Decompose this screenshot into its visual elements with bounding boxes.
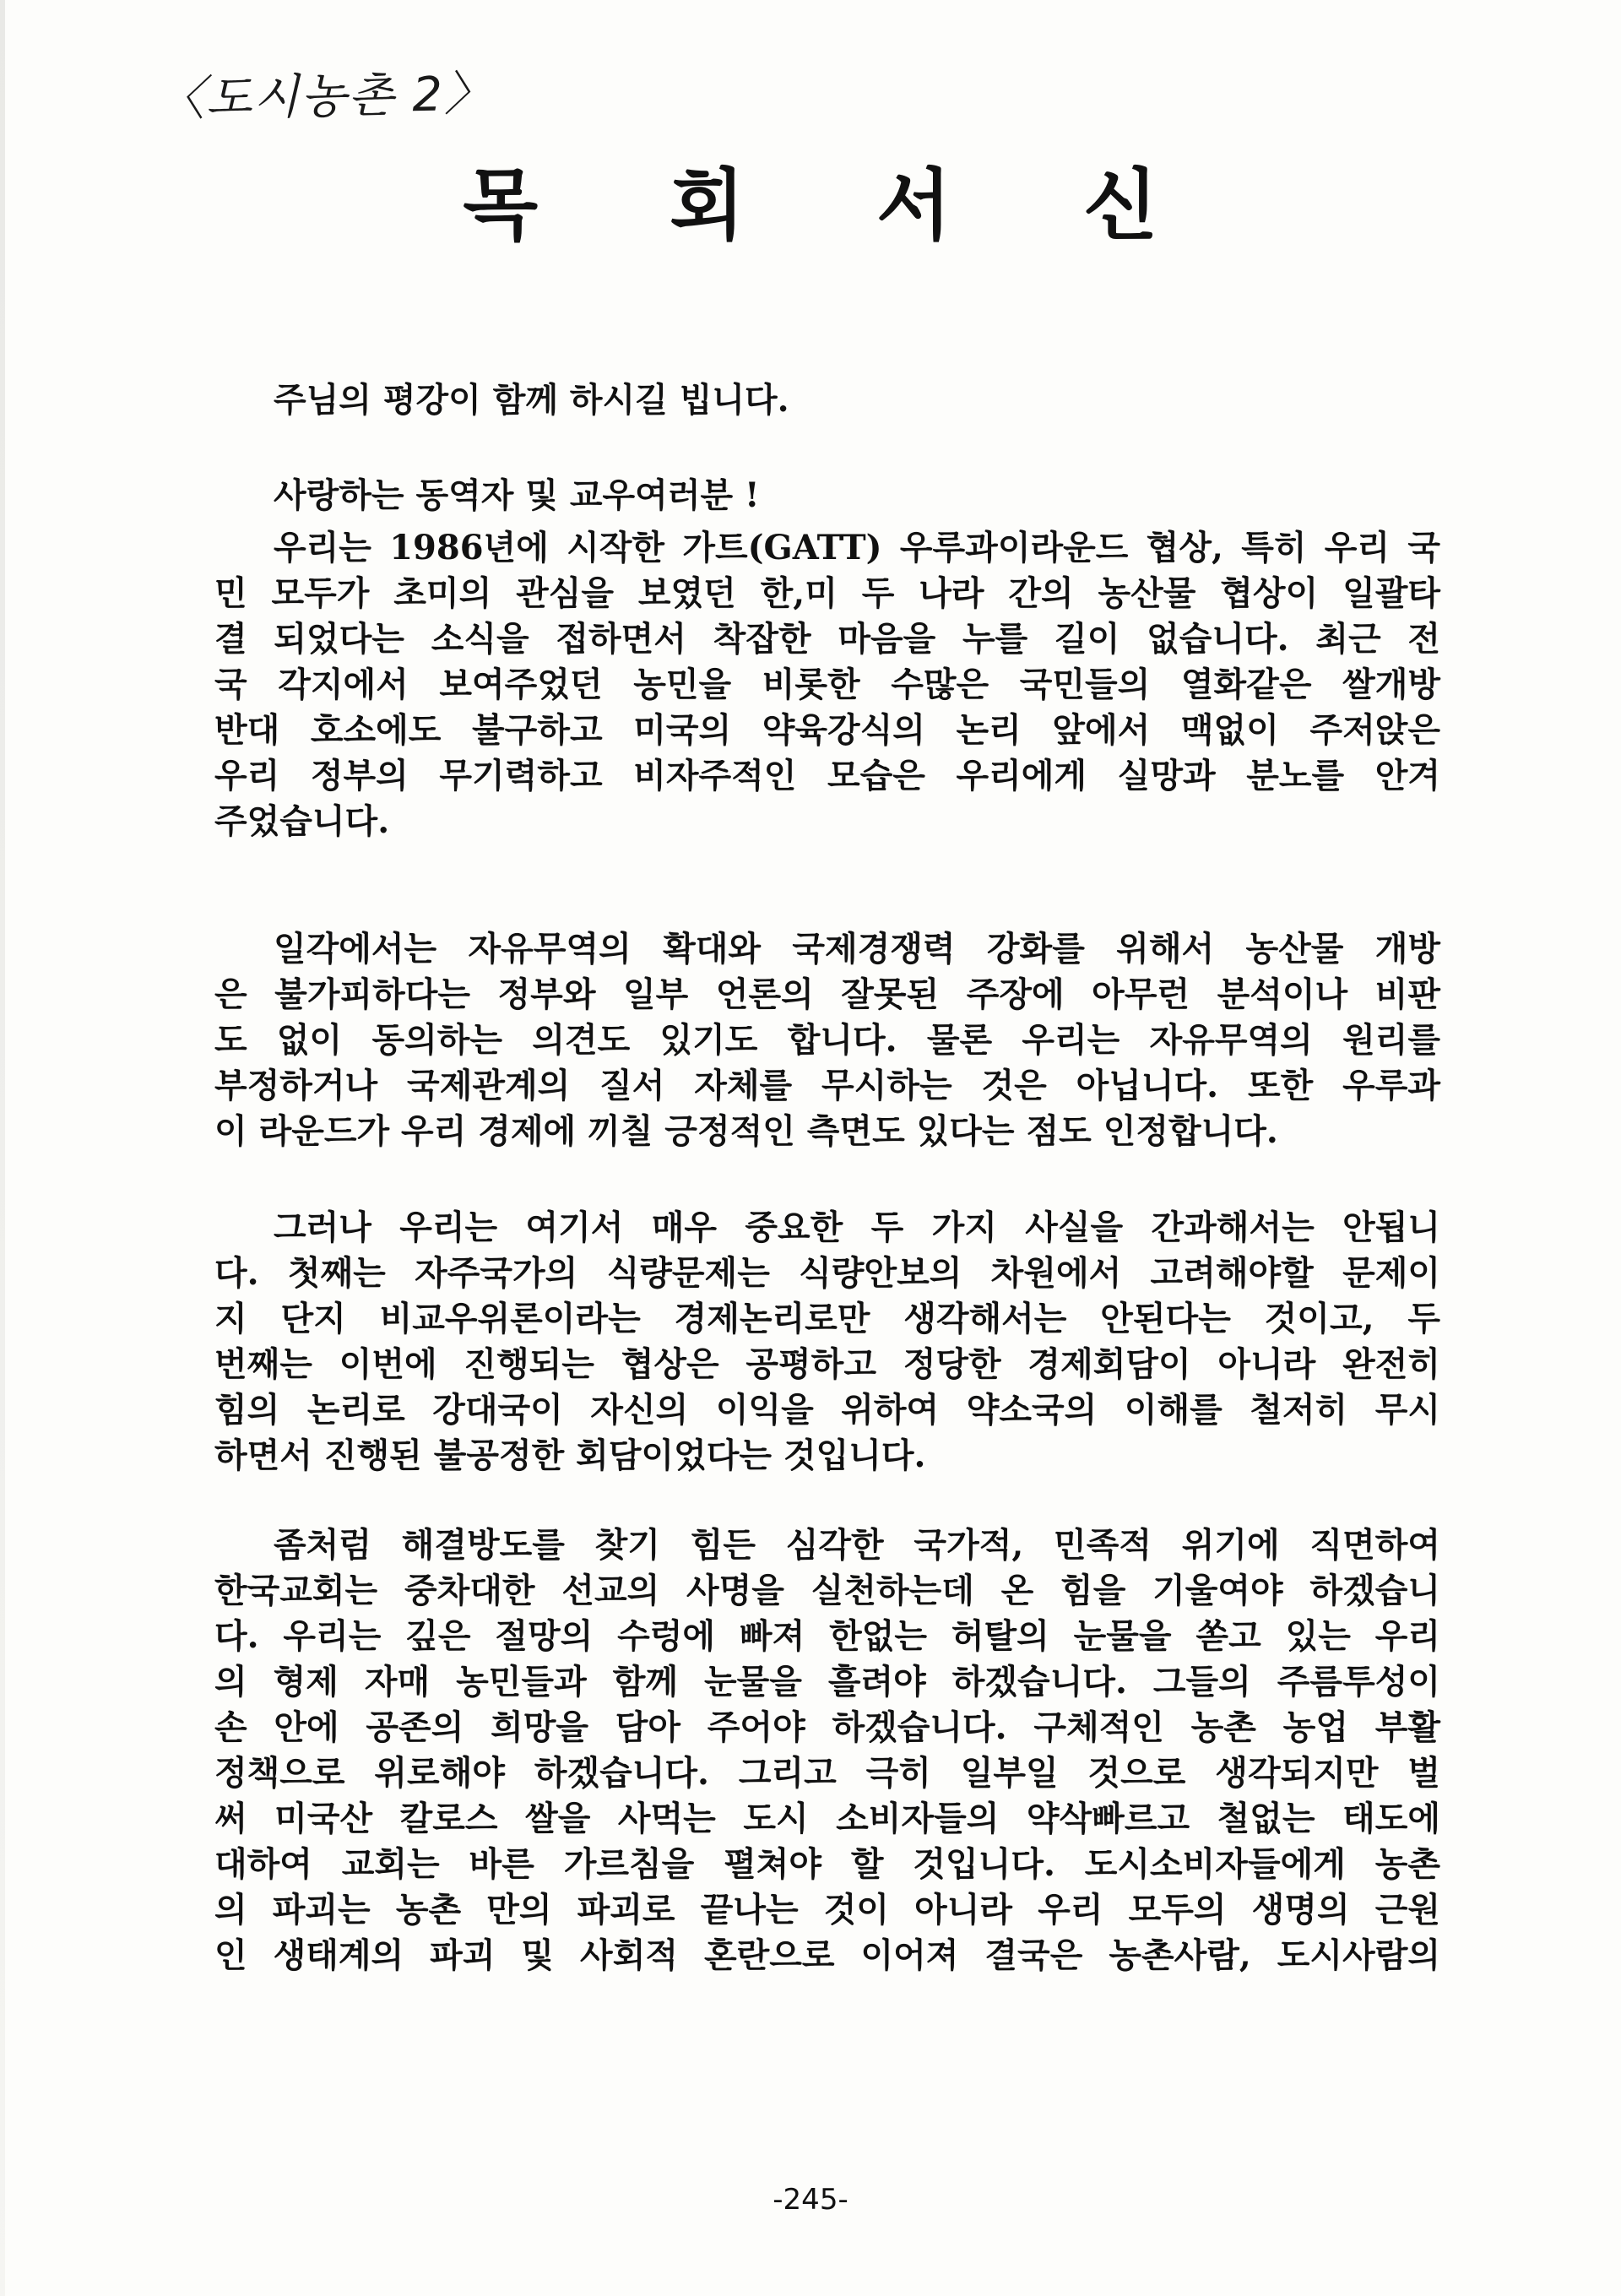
- text-line: 은 불가피하다는 정부와 일부 언론의 잘못된 주장에 아무런 분석이나 비판: [214, 974, 1440, 1014]
- text-line: 우리는 1986년에 시작한 가트(GATT) 우루과이라운드 협상, 특히 우리 국: [274, 528, 1440, 567]
- text-line: 의 형제 자매 농민들과 함께 눈물을 흘려야 하겠습니다. 그들의 주름투성이: [214, 1662, 1440, 1702]
- paragraph-3: [214, 1205, 1440, 1479]
- scan-edge-shadow: [0, 0, 5, 2296]
- greeting-line: 주님의 평강이 함께 하시길 빕니다.: [274, 380, 789, 420]
- text-line: 도 없이 동의하는 의견도 있기도 합니다. 물론 우리는 자유무역의 원리를: [214, 1020, 1440, 1060]
- text-line: 주었습니다.: [214, 801, 390, 841]
- text-line: 다. 우리는 깊은 절망의 수렁에 빠져 한없는 허탈의 눈물을 쏟고 있는 우리: [214, 1616, 1440, 1656]
- page-title: 목 회 서 신: [463, 160, 1211, 251]
- text-line: 정책으로 위로해야 하겠습니다. 그리고 극히 일부일 것으로 생각되지만 벌: [214, 1753, 1440, 1793]
- text-line: 우리 정부의 무기력하고 비자주적인 모습은 우리에게 실망과 분노를 안겨: [214, 756, 1440, 795]
- handwritten-annotation: 〈도시농촌 2〉: [156, 66, 494, 128]
- text-line: 인 생태계의 파괴 및 사회적 혼란으로 이어져 결국은 농촌사람, 도시사람의: [214, 1935, 1440, 1975]
- text-line: 부정하거나 국제관계의 질서 자체를 무시하는 것은 아닙니다. 또한 우루과: [214, 1066, 1440, 1105]
- text-line: 이 라운드가 우리 경제에 끼칠 긍정적인 측면도 있다는 점도 인정합니다.: [214, 1111, 1278, 1151]
- text-line: 좀처럼 해결방도를 찾기 힘든 심각한 국가적, 민족적 위기에 직면하여: [274, 1525, 1440, 1565]
- text-line: 일각에서는 자유무역의 확대와 국제경쟁력 강화를 위해서 농산물 개방: [274, 929, 1440, 969]
- paragraph-2: [214, 926, 1440, 1154]
- page-number: -245-: [773, 2183, 848, 2217]
- text-line: 대하여 교회는 바른 가르침을 펼쳐야 할 것입니다. 도시소비자들에게 농촌: [214, 1844, 1440, 1884]
- paragraph-4: [214, 1523, 1440, 1978]
- text-line: 번째는 이번에 진행되는 협상은 공평하고 정당한 경제회담이 아니라 완전히: [214, 1344, 1440, 1384]
- text-line: 손 안에 공존의 희망을 담아 주어야 하겠습니다. 구체적인 농촌 농업 부활: [214, 1707, 1440, 1747]
- text-line: 한국교회는 중차대한 선교의 사명을 실천하는데 온 힘을 기울여야 하겠습니: [214, 1571, 1440, 1610]
- text-line: 다. 첫째는 자주국가의 식량문제는 식량안보의 차원에서 고려해야할 문제이: [214, 1253, 1440, 1293]
- text-line: 써 미국산 칼로스 쌀을 사먹는 도시 소비자들의 약삭빠르고 철없는 태도에: [214, 1799, 1440, 1838]
- text-line: 힘의 논리로 강대국이 자신의 이익을 위하여 약소국의 이해를 철저히 무시: [214, 1390, 1440, 1430]
- text-line: 그러나 우리는 여기서 매우 중요한 두 가지 사실을 간과해서는 안됩니: [274, 1208, 1440, 1247]
- text-line: 국 각지에서 보여주었던 농민을 비롯한 수많은 국민들의 열화같은 쌀개방: [214, 665, 1440, 704]
- text-line: 민 모두가 초미의 관심을 보였던 한,미 두 나라 간의 농산물 협상이 일괄타: [214, 573, 1440, 613]
- text-line: 결 되었다는 소식을 접하면서 착잡한 마음을 누를 길이 없습니다. 최근 전: [214, 619, 1440, 659]
- salutation-line: 사랑하는 동역자 및 교우여러분 !: [274, 475, 760, 515]
- text-line: 의 파괴는 농촌 만의 파괴로 끝나는 것이 아니라 우리 모두의 생명의 근원: [214, 1890, 1440, 1930]
- paragraph-1: [214, 525, 1440, 844]
- text-line: 지 단지 비교우위론이라는 경제논리로만 생각해서는 안된다는 것이고, 두: [214, 1299, 1440, 1338]
- text-line: 반대 호소에도 불구하고 미국의 약육강식의 논리 앞에서 맥없이 주저앉은: [214, 710, 1440, 750]
- text-line: 하면서 진행된 불공정한 회담이었다는 것입니다.: [214, 1436, 926, 1475]
